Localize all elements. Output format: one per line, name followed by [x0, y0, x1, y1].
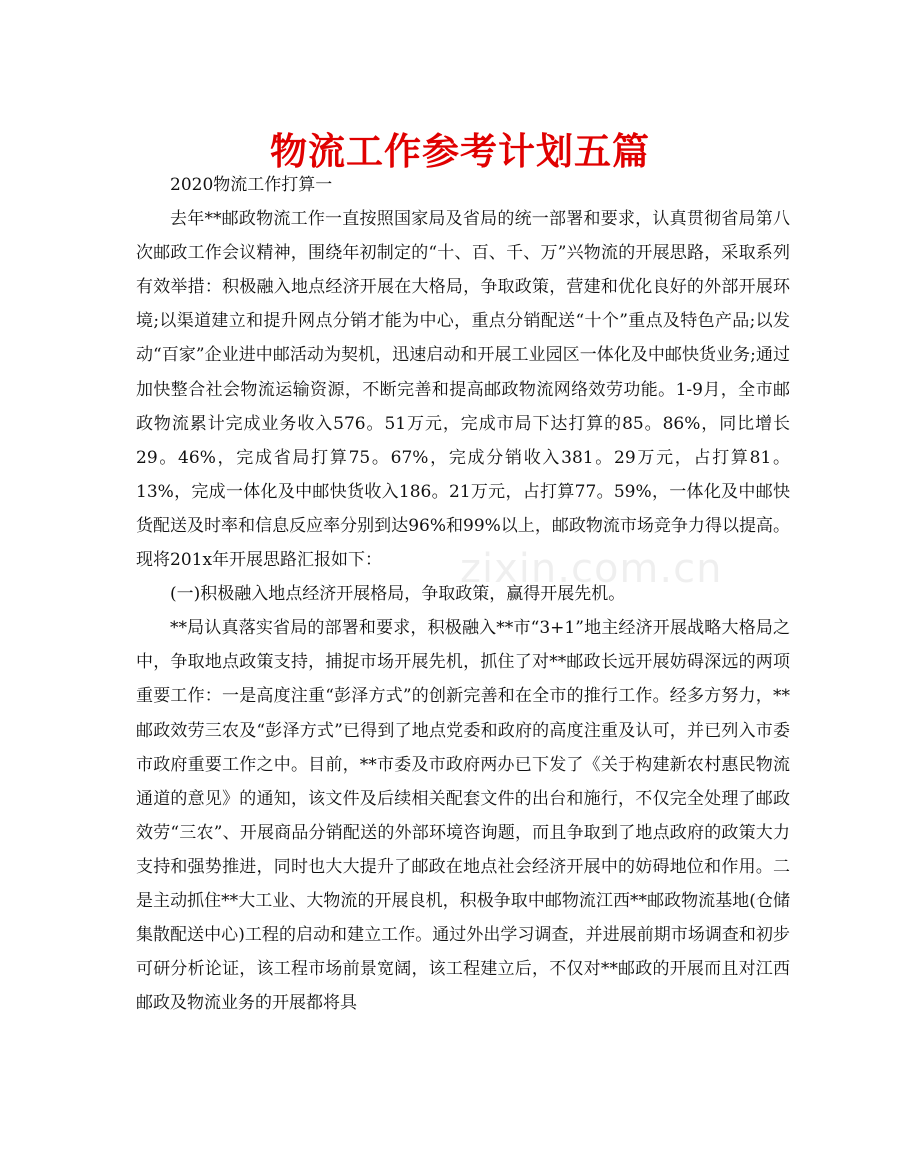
document-body [136, 168, 790, 1020]
paragraph: 去年**邮政物流工作一直按照国家局及省局的统一部署和要求，认真贯彻省局第八次邮政工作会议精神，围绕年初制定的“十、百、千、万”兴物流的开展思路，采取系列有效举措：积极融入地点经济开展在大格局，争取政策，营建和优化良好的外部开展环境;以渠道建立和提升网点分销才能为中心，重点分销配送“十个”重点及特色产品;以发动“百家”企业进中邮活动为契机，迅速启动和开展工业园区一体化及中邮快货业务;通过加快整合社会物流运输资源，不断完善和提高邮政物流网络效劳功能。1-9月，全市邮政物流累计完成业务收入576。51万元，完成市局下达打算的85。86%，同比增长29。46%，完成省局打算75。67%，完成分销收入381。29万元，占打算81。13%，完成一体化及中邮快货收入186。21万元，占打算77。59%，一体化及中邮快货配送及时率和信息反应率分别到达96%和99%以上，邮政物流市场竞争力得以提高。现将201x年开展思路汇报如下： [136, 209, 790, 571]
page-title: 物流工作参考计划五篇 [270, 130, 650, 173]
section-heading: 2020物流工作打算一 [170, 175, 333, 195]
paragraph: **局认真落实省局的部署和要求，积极融入**市“3+1”地主经济开展战略大格局之中，争取地点政策支持，捕捉市场开展先机，抓住了对**邮政长远开展妨碍深远的两项重要工作：一是高度注重“彭泽方式”的创新完善和在全市的推行工作。经多方努力，**邮政效劳三农及“彭泽方式”已得到了地点党委和政府的高度注重及认可，并已列入市委市政府重要工作之中。目前，**市委及市政府两办已下发了《关于构建新农村惠民物流通道的意见》的通知，该文件及后续相关配套文件的出台和施行，不仅完全处理了邮政效劳“三农”、开展商品分销配送的外部环境咨询题，而且争取到了地点政府的政策大力支持和强势推进，同时也大大提升了邮政在地点社会经济开展中的妨碍地位和作用。二是主动抓住**大工业、大物流的开展良机，积极争取中邮物流江西**邮政物流基地(仓储集散配送中心)工程的启动和建立工作。通过外出学习调查，并进展前期市场调查和初步可研分析论证，该工程市场前景宽阔，该工程建立后，不仅对**邮政的开展而且对江西邮政及物流业务的开展都将具 [136, 618, 790, 1014]
watermark: zixin.com.cn [460, 546, 723, 592]
subsection-heading: (一)积极融入地点经济开展格局，争取政策，赢得开展先机。 [170, 584, 626, 605]
